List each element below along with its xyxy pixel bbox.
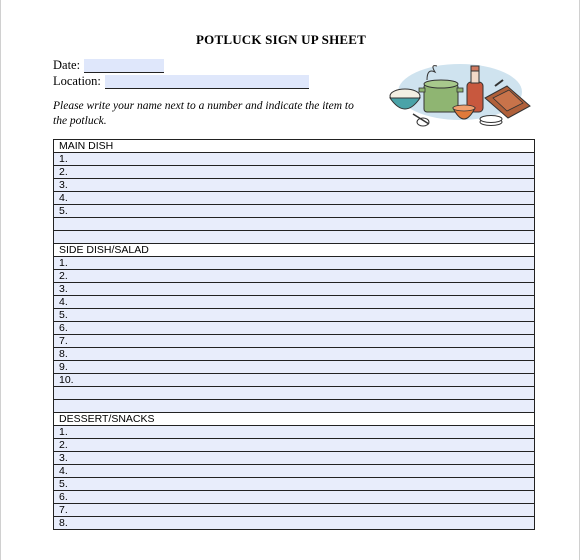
location-label: Location:: [53, 74, 101, 88]
signup-row-number[interactable]: 3.: [54, 283, 535, 296]
blank-row[interactable]: [54, 218, 535, 231]
signup-row-number[interactable]: 1.: [54, 153, 535, 166]
signup-row[interactable]: [54, 426, 535, 439]
signup-row-number[interactable]: 5.: [54, 205, 535, 218]
signup-row-number[interactable]: 6.: [54, 322, 535, 335]
signup-row[interactable]: [54, 192, 535, 205]
signup-row[interactable]: [54, 361, 535, 374]
signup-row-number[interactable]: 1.: [54, 257, 535, 270]
signup-row-number[interactable]: 2.: [54, 439, 535, 452]
signup-row[interactable]: [54, 322, 535, 335]
section-title: DESSERT/SNACKS: [54, 413, 535, 426]
signup-row[interactable]: [54, 283, 535, 296]
signup-row-number[interactable]: 8.: [54, 348, 535, 361]
signup-row[interactable]: [54, 504, 535, 517]
signup-row-number[interactable]: 5.: [54, 309, 535, 322]
date-field[interactable]: [84, 59, 164, 73]
signup-row[interactable]: [54, 335, 535, 348]
signup-row[interactable]: [54, 491, 535, 504]
page-title: POTLUCK SIGN UP SHEET: [196, 32, 366, 47]
signup-row[interactable]: [54, 465, 535, 478]
signup-row[interactable]: [54, 205, 535, 218]
section-title: SIDE DISH/SALAD: [54, 244, 535, 257]
blank-row[interactable]: [54, 231, 535, 244]
blank-cell[interactable]: [54, 387, 535, 400]
signup-row[interactable]: [54, 517, 535, 530]
signup-row-number[interactable]: 3.: [54, 452, 535, 465]
signup-row[interactable]: [54, 439, 535, 452]
signup-row-number[interactable]: 9.: [54, 361, 535, 374]
potluck-food-illustration-icon: [385, 58, 535, 133]
signup-row-number[interactable]: 8.: [54, 517, 535, 530]
signup-row-number[interactable]: 4.: [54, 465, 535, 478]
section-header-row: [54, 413, 535, 426]
section-header-row: [54, 140, 535, 153]
signup-row-number[interactable]: 10.: [54, 374, 535, 387]
signup-row[interactable]: [54, 478, 535, 491]
blank-cell[interactable]: [54, 231, 535, 244]
signup-row[interactable]: [54, 270, 535, 283]
location-field[interactable]: [105, 75, 309, 89]
signup-row-number[interactable]: 7.: [54, 504, 535, 517]
blank-row[interactable]: [54, 400, 535, 413]
blank-cell[interactable]: [54, 218, 535, 231]
signup-row-number[interactable]: 4.: [54, 192, 535, 205]
signup-row-number[interactable]: 4.: [54, 296, 535, 309]
signup-row-number[interactable]: 2.: [54, 166, 535, 179]
blank-row[interactable]: [54, 387, 535, 400]
signup-row[interactable]: [54, 153, 535, 166]
signup-row-number[interactable]: 5.: [54, 478, 535, 491]
signup-table: [53, 139, 535, 530]
signup-row[interactable]: [54, 166, 535, 179]
signup-row-number[interactable]: 3.: [54, 179, 535, 192]
location-row: [53, 74, 309, 89]
signup-row[interactable]: [54, 296, 535, 309]
signup-row[interactable]: [54, 257, 535, 270]
signup-row[interactable]: [54, 309, 535, 322]
date-row: [53, 58, 164, 73]
signup-row[interactable]: [54, 452, 535, 465]
instructions-text: Please write your name next to a number and indicate the item to the potluck.: [53, 100, 354, 127]
signup-row[interactable]: [54, 348, 535, 361]
signup-row-number[interactable]: 6.: [54, 491, 535, 504]
signup-row-number[interactable]: 2.: [54, 270, 535, 283]
signup-row-number[interactable]: 1.: [54, 426, 535, 439]
signup-row-number[interactable]: 7.: [54, 335, 535, 348]
signup-row[interactable]: [54, 374, 535, 387]
date-label: Date:: [53, 58, 81, 72]
section-title: MAIN DISH: [54, 140, 535, 153]
signup-row[interactable]: [54, 179, 535, 192]
section-header-row: [54, 244, 535, 257]
blank-cell[interactable]: [54, 400, 535, 413]
